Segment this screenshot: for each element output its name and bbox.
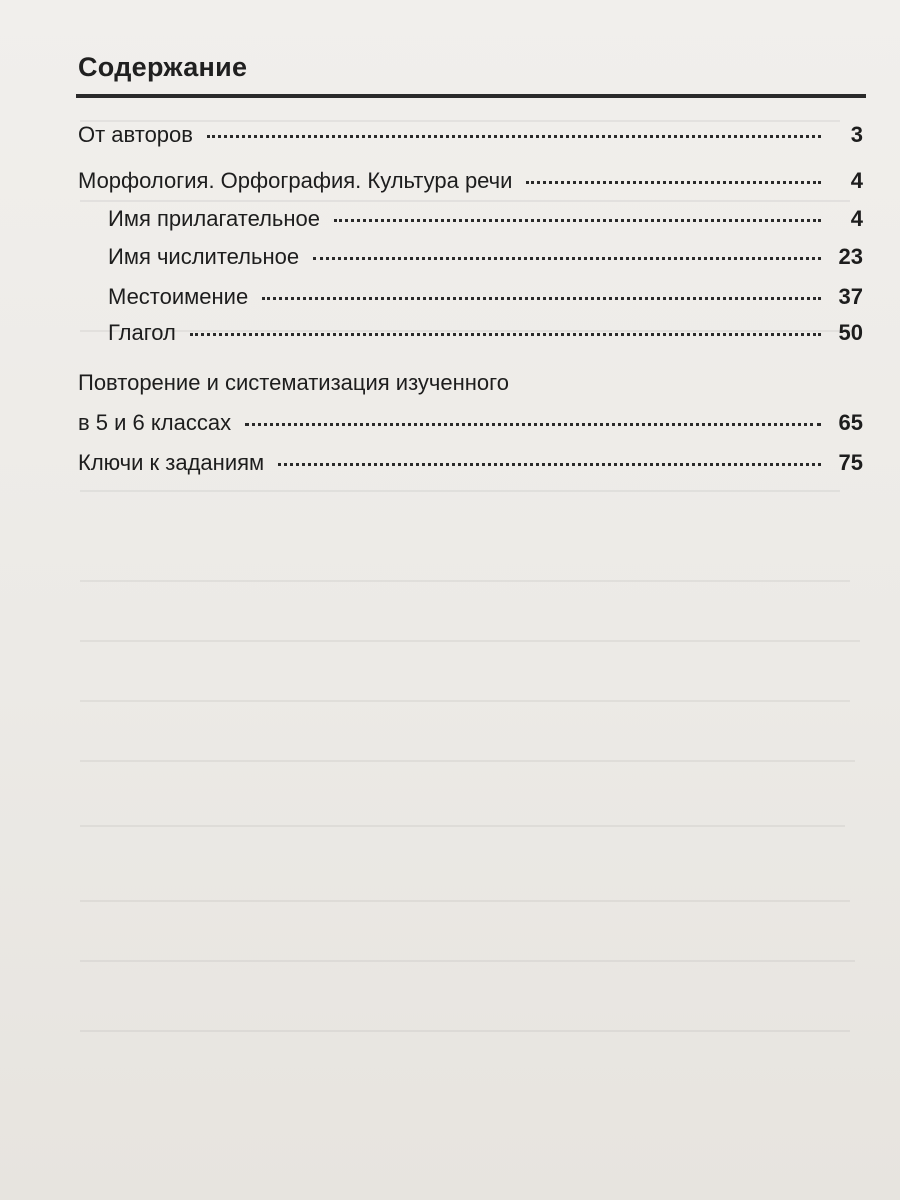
toc-leader-dots	[262, 297, 821, 300]
bleed-through-line	[80, 760, 855, 762]
bleed-through-line	[80, 200, 850, 202]
toc-entry-review[interactable]	[78, 410, 863, 436]
toc-page-number: 50	[838, 320, 863, 345]
toc-entry-label: Морфология. Орфография. Культура речи	[78, 168, 513, 193]
toc-entry-label: Местоимение	[108, 284, 249, 309]
toc-entry-adjective[interactable]	[108, 206, 863, 232]
bleed-through-line	[80, 640, 860, 642]
toc-entry-authors[interactable]	[78, 122, 863, 148]
contents-heading: Содержание	[78, 52, 248, 82]
toc-leader-dots	[334, 219, 821, 222]
toc-page-number: 3	[850, 122, 863, 147]
toc-entry-label: Имя числительное	[108, 244, 300, 269]
toc-entry-verb[interactable]	[108, 320, 863, 346]
toc-leader-dots	[207, 135, 821, 138]
bleed-through-line	[80, 700, 850, 702]
toc-entry-label: Имя прилагательное	[108, 206, 321, 231]
toc-leader-dots	[190, 333, 821, 336]
toc-entry-numeral[interactable]	[108, 244, 863, 270]
toc-leader-dots	[313, 257, 821, 260]
toc-page-number: 4	[850, 206, 863, 231]
toc-entry-label: Глагол	[108, 320, 176, 345]
toc-leader-dots	[278, 463, 821, 466]
heading-rule	[76, 94, 866, 98]
toc-page-number: 65	[838, 410, 863, 435]
toc-page-number: 37	[838, 284, 863, 309]
bleed-through-line	[80, 580, 850, 582]
bleed-through-line	[80, 960, 855, 962]
toc-page-number: 4	[850, 168, 863, 193]
toc-entry-label: От авторов	[78, 122, 193, 147]
toc-entry-label: Ключи к заданиям	[78, 450, 265, 475]
toc-entry-label: в 5 и 6 классах	[78, 410, 232, 435]
toc-leader-dots	[245, 423, 821, 426]
bleed-through-line	[80, 1030, 850, 1032]
toc-entry-review-line1[interactable]: Повторение и систематизация изученного	[78, 370, 509, 395]
toc-page-number: 23	[838, 244, 863, 269]
toc-entry-answer-keys[interactable]	[78, 450, 863, 476]
toc-entry-pronoun[interactable]	[108, 284, 863, 310]
bleed-through-line	[80, 490, 840, 492]
bleed-through-line	[80, 825, 845, 827]
bleed-through-line	[80, 900, 850, 902]
toc-page-number: 75	[838, 450, 863, 475]
toc-entry-morphology[interactable]	[78, 168, 863, 194]
toc-leader-dots	[526, 181, 821, 184]
